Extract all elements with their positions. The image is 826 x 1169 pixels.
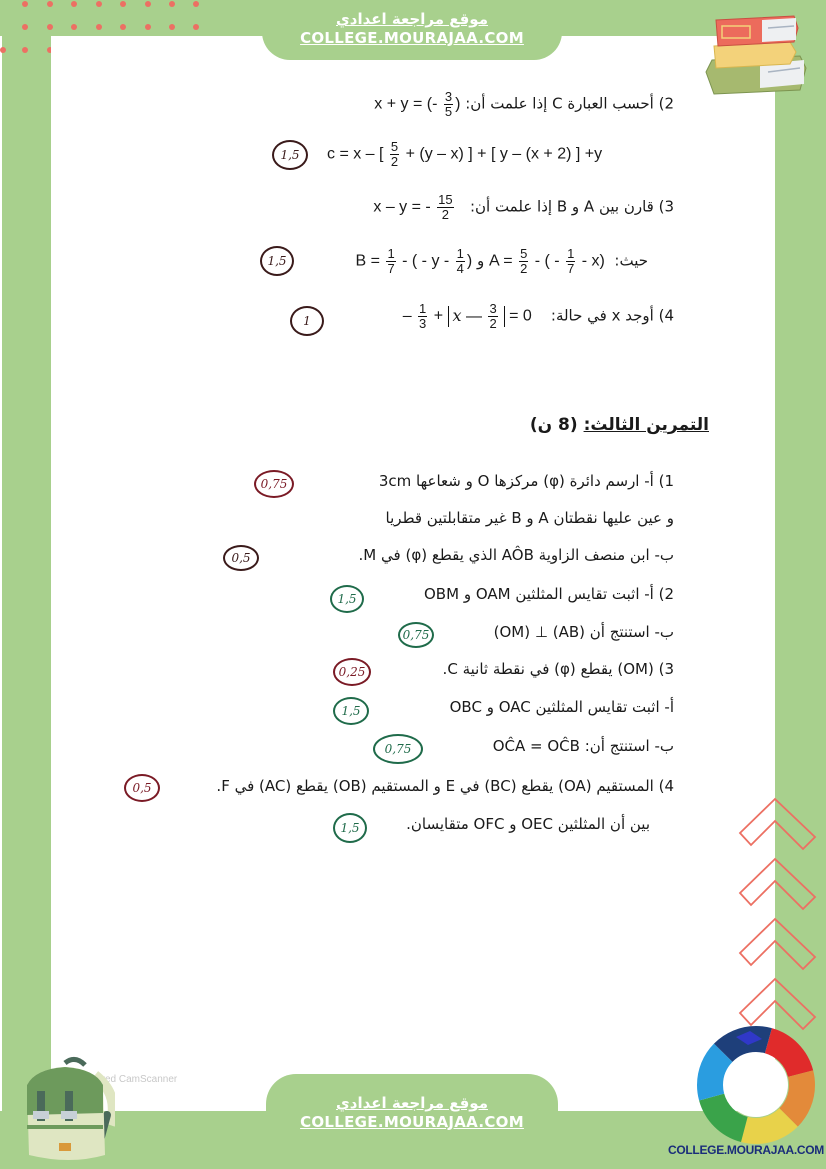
q2-expression: c = x – [ $\frac{5}{2}$ + (y – x) ] + [ y – (x + 2) ] +y: [327, 139, 603, 169]
header-banner-arabic: موقع مراجعة اعدادي: [336, 10, 488, 28]
ex3-item-1a2: و عين عليها نقطتان A و B غير متقابلتين قطريا: [385, 509, 674, 527]
score-circle: 1,5: [260, 246, 294, 276]
q3-A: A = $\frac{5}{2}$ - ( - $\frac{1}{7}$ - x): [489, 246, 605, 276]
score-circle: 1,5: [333, 813, 367, 843]
score-circle: 0,75: [373, 734, 423, 764]
backpack-icon: [15, 1055, 115, 1165]
q2-line: [374, 90, 674, 119]
chevron-up-icon: [735, 913, 820, 973]
score-circle: 1: [290, 306, 324, 336]
ex3-item-1b: ب- ابن منصف الزاوية AÔB الذي يقطع (φ) في M.: [358, 546, 674, 564]
ex3-item-4b: بين أن المثلثين OEC و OFC متقايسان.: [406, 815, 650, 833]
logo-url-text[interactable]: COLLEGE.MOURAJAA.COM: [668, 1143, 825, 1157]
camscanner-watermark: ved CamScanner: [100, 1074, 178, 1085]
score-circle: 1,5: [272, 140, 308, 170]
chevron-up-icon: [735, 973, 820, 1033]
footer-banner[interactable]: [266, 1074, 558, 1169]
exercise3-title-text: التمرين الثالث:: [583, 415, 709, 435]
score-circle: 1,5: [333, 697, 369, 725]
q3-label: 3) قارن بين A و B إذا علمت أن:: [469, 197, 674, 216]
exercise3-points: (8 ن): [529, 415, 578, 435]
header-banner-url[interactable]: COLLEGE.MOURAJAA.COM: [300, 29, 524, 47]
footer-banner-url[interactable]: COLLEGE.MOURAJAA.COM: [300, 1113, 524, 1131]
score-circle: 0,75: [398, 622, 434, 648]
q2-label: 2) أحسب العبارة C إذا علمت أن:: [465, 94, 674, 113]
frame-left-border: [2, 0, 51, 1169]
score-circle: 0,5: [124, 774, 160, 802]
score-circle: 0,25: [333, 658, 371, 686]
q3-given: x – y = - $\frac{15}{2}$: [373, 192, 453, 222]
q3-and: و: [477, 251, 485, 270]
q3-B: B = $\frac{1}{7}$ - ( - y - $\frac{1}{4}$ ): [355, 246, 473, 276]
q3-where: حيث:: [614, 251, 648, 270]
ex3-item-2a: 2) أ- اثبت تقايس المثلثين OAM و OBM: [424, 585, 674, 603]
ex3-item-2b: ب- استنتج أن (AB) ⊥ (OM): [493, 623, 674, 641]
ex3-item-4: 4) المستقيم (OA) يقطع (BC) في E و المستقيم (OB) يقطع (AC) في F.: [216, 777, 674, 795]
chevron-up-icon: [735, 793, 820, 853]
footer-banner-arabic: موقع مراجعة اعدادي: [336, 1094, 488, 1112]
books-stack-icon: [700, 12, 810, 98]
score-circle: 0,75: [254, 470, 294, 498]
ex3-item-1a: 1) أ- ارسم دائرة (φ) مركزها O و شعاعها 3cm: [378, 472, 674, 490]
site-logo-icon[interactable]: [696, 1025, 816, 1145]
q4-line: [403, 302, 674, 331]
q3-where-line: [356, 247, 648, 276]
chevron-up-icon: [735, 853, 820, 913]
ex3-item-3b: ب- استنتج أن: OĈA = OĈB: [492, 737, 674, 755]
q3-line: [373, 193, 674, 222]
q4-label: 4) أوجد x في حالة:: [550, 306, 674, 325]
exercise3-title: [530, 415, 709, 435]
q4-equation: – $\frac{1}{3}$ + x — $\frac{3}{2}$ = 0: [402, 301, 532, 331]
ex3-item-3: 3) (OM) يقطع (φ) في نقطة ثانية C.: [442, 660, 674, 678]
ex3-item-3a: أ- اثبت تقايس المثلثين OAC و OBC: [449, 698, 674, 716]
score-circle: 0,5: [223, 545, 259, 571]
q2-given: x + y = (- $\frac{3}{5}$ ): [374, 89, 461, 119]
header-banner[interactable]: [262, 0, 562, 60]
score-circle: 1,5: [330, 585, 364, 613]
